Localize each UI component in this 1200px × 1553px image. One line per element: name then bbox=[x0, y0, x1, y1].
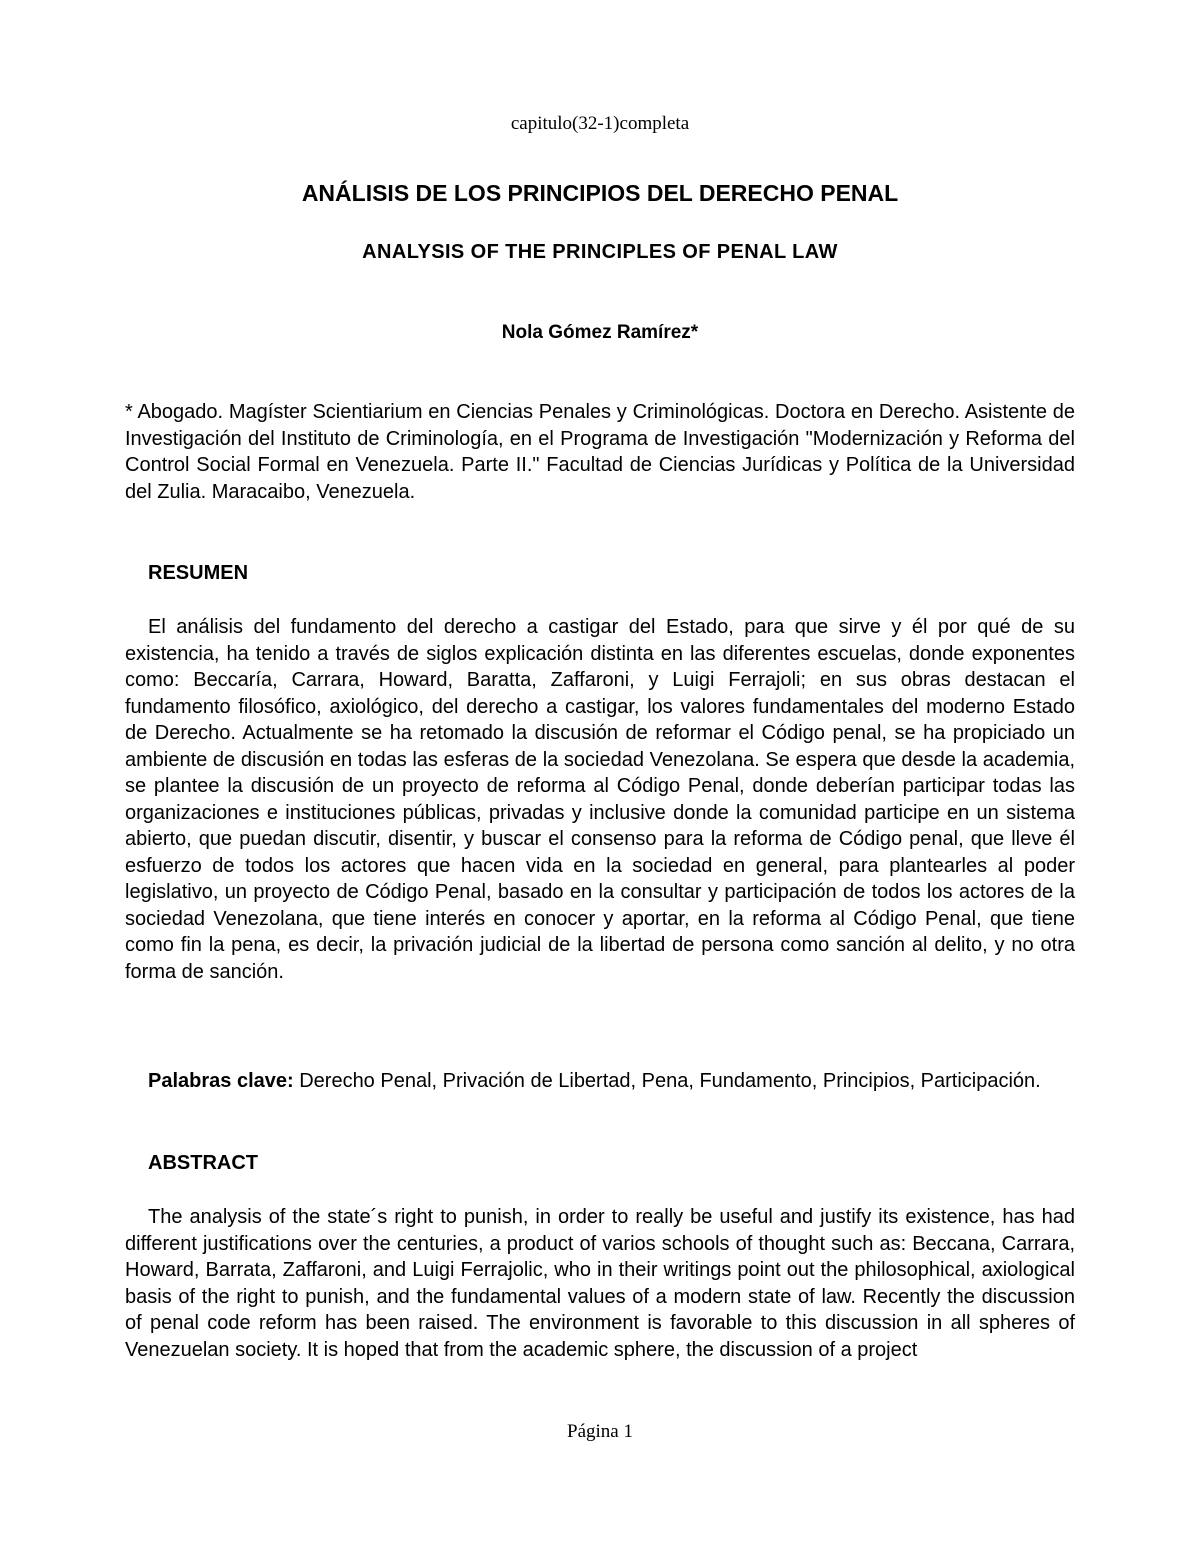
author-affiliation: * Abogado. Magíster Scientiarium en Ciencias Penales y Criminológicas. Doctora en Derecho. Asistente de Investigación del Instituto de Criminología, en el Programa de Investigación "Modernización y Reforma del Control Social Formal en Venezuela. Parte II." Facultad de Ciencias Jurídicas y Política de la Universidad del Zulia. Maracaibo, Venezuela. bbox=[125, 401, 1075, 503]
abstract-heading: ABSTRACT bbox=[148, 1152, 258, 1174]
article-title: ANÁLISIS DE LOS PRINCIPIOS DEL DERECHO PENAL bbox=[301, 180, 899, 206]
article-subtitle: ANALYSIS OF THE PRINCIPLES OF PENAL LAW bbox=[362, 241, 838, 263]
keywords-paragraph bbox=[125, 1068, 1075, 1095]
resumen-heading: RESUMEN bbox=[148, 562, 249, 584]
abstract-body: The analysis of the state´s right to punish, in order to really be useful and justify its existence, has had different justifications over the centuries, a product of varios schools of thought such as: Beccana, Carrara, Howard, Barrata, Zaffaroni, and Luigi Ferrajolic, who in their writings point out the philosophical, axiological basis of the right to punish, and the fundamental values of a modern state of law. Recently the discussion of penal code reform has been raised. The environment is favorable to this discussion in all spheres of Venezuelan society. It is hoped that from the academic sphere, the discussion of a project bbox=[125, 1206, 1075, 1361]
keywords-label: Palabras clave: bbox=[148, 1070, 294, 1092]
keywords-list: Derecho Penal, Privación de Libertad, Pena, Fundamento, Principios, Participación. bbox=[293, 1070, 1041, 1092]
running-header: capitulo(32-1)completa bbox=[510, 113, 690, 134]
resumen-body: El análisis del fundamento del derecho a castigar del Estado, para que sirve y él por qué de su existencia, ha tenido a través de siglos explicación distinta en las diferentes escuelas, donde exponentes como: Beccaría, Carrara, Howard, Baratta, Zaffaroni, y Luigi Ferrajoli; en sus obras destacan el fundamento filosófico, axiológico, del derecho a castigar, los valores fundamentales del moderno Estado de Derecho. Actualmente se ha retomado la discusión de reformar el Código penal, se ha propiciado un ambiente de discusión en todas las esferas de la sociedad Venezolana. Se espera que desde la academia, se plantee la discusión de un proyecto de reforma al Código Penal, donde deberían participar todas las organizaciones e instituciones públicas, privadas y inclusive donde la comunidad participe en un sistema abierto, que puedan discutir, disentir, y buscar el consenso para la reforma de Código penal, que lleve él esfuerzo de todos los actores que hacen vida en la sociedad en general, para plantearles al poder legislativo, un proyecto de Código Penal, basado en la consultar y participación de todos los actores de la sociedad Venezolana, que tiene interés en conocer y aportar, en la reforma al Código Penal, que tiene como fin la pena, es decir, la privación judicial de la libertad de persona como sanción al delito, y no otra forma de sanción. bbox=[125, 616, 1075, 983]
page-number: Página 1 bbox=[567, 1421, 633, 1442]
author-name: Nola Gómez Ramírez* bbox=[501, 322, 699, 343]
